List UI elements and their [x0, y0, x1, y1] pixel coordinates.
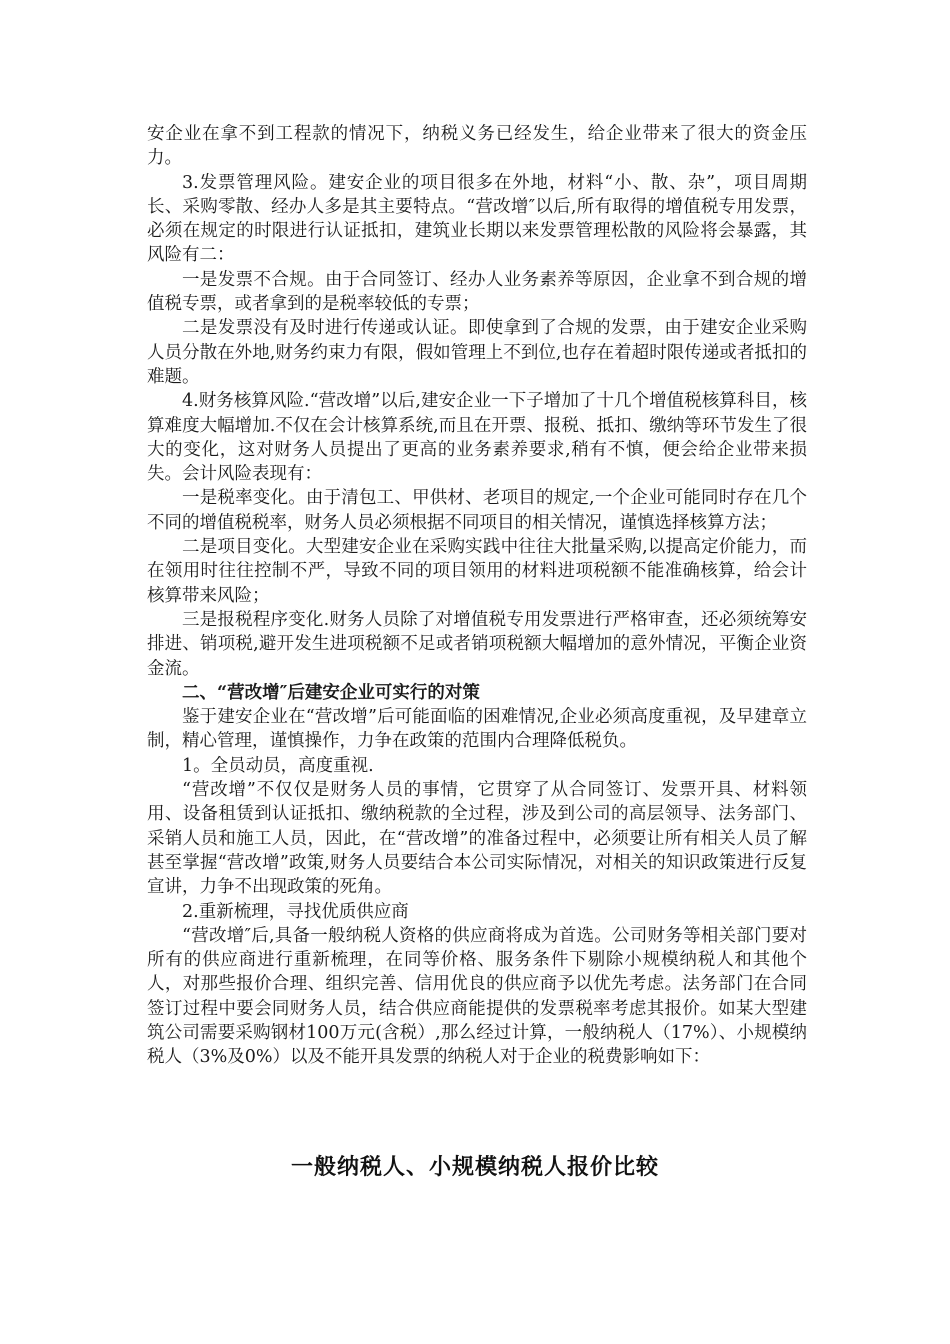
paragraph-countermeasures-intro: 鉴于建安企业在“营改增”后可能面临的困难情况,企业必须高度重视，及早建章立制，精心管理，谨慎操作，力争在政策的范围内合理降低税负。 [147, 707, 807, 752]
paragraph-mobilization-title: 1。全员动员，高度重视. [182, 755, 374, 776]
paragraph-supplier-body: “营改增″后,具备一般纳税人资格的供应商将成为首选。公司财务等相关部门要对所有的供应商进行重新梳理，在同等价格、服务条件下剔除小规模纳税人和其他个人，对那些报价合理、组织完善、信用优良的供应商予以优先考虑。法务部门在合同签订过程中要会同财务人员，结合供应商能提供的发票税率考虑其报价。如某大型建筑公司需要采购钢材100万元(含税）,那么经过计算，一般纳税人（17%）、小规模纳税人（3%及0%）以及不能开具发票的纳税人对于企业的税费影响如下： [147, 925, 807, 1068]
table-title: 一般纳税人、小规模纳税人报价比较 [290, 1155, 659, 1180]
paragraph-accounting-risk-3: 三是报税程序变化.财务人员除了对增值税专用发票进行严格审查，还必须统筹安排进、销项税,避开发生进项税额不足或者销项税额大幅增加的意外情况，平衡企业资金流。 [147, 609, 807, 679]
paragraph-invoice-risk-1: 一是发票不合规。由于合同签订、经办人业务素养等原因，企业拿不到合规的增值税专票，或者拿到的是税率较低的专票； [147, 269, 807, 315]
paragraph-accounting-risk: 4.财务核算风险.“营改增”以后,建安企业一下子增加了十几个增值税核算科目，核算难度大幅增加.不仅在会计核算系统,而且在开票、报税、抵扣、缴纳等环节发生了很大的变化，这对财务人员提出了更高的业务素养要求,稍有不慎，便会给企业带来损失。会计风险表现有： [147, 391, 807, 485]
paragraph-mobilization-body: “营改增”不仅仅是财务人员的事情，它贯穿了从合同签订、发票开具、材料领用、设备租赁到认证抵扣、缴纳税款的全过程，涉及到公司的高层领导、法务部门、采销人员和施工人员，因此，在“营改增”的准备过程中，必须要让所有相关人员了解甚至掌握“营改增”政策,财务人员要结合本公司实际情况，对相关的知识政策进行反复宣讲，力争不出现政策的死角。 [147, 780, 807, 898]
paragraph-invoice-risk-2: 二是发票没有及时进行传递或认证。即使拿到了合规的发票，由于建安企业采购人员分散在外地,财务约束力有限，假如管理上不到位,也存在着超时限传递或者抵扣的难题。 [147, 318, 807, 387]
document-body [147, 122, 807, 1070]
paragraph-invoice-risk: 3.发票管理风险。建安企业的项目很多在外地，材料“小、散、杂”，项目周期长、采购零散、经办人多是其主要特点。“营改增″以后,所有取得的增值税专用发票，必须在规定的时限进行认证抵扣，建筑业长期以来发票管理松散的风险将会暴露，其风险有二： [147, 172, 807, 266]
section-heading-countermeasures: 二、“营改增″后建安企业可实行的对策 [182, 682, 480, 703]
paragraph-supplier-title: 2.重新梳理，寻找优质供应商 [182, 901, 409, 922]
paragraph-accounting-risk-1: 一是税率变化。由于清包工、甲供材、老项目的规定,一个企业可能同时存在几个不同的增值税税率，财务人员必须根据不同项目的相关情况，谨慎选择核算方法； [147, 488, 807, 533]
paragraph-1: 安企业在拿不到工程款的情况下，纳税义务已经发生，给企业带来了很大的资金压力。 [147, 124, 807, 169]
paragraph-accounting-risk-2: 二是项目变化。大型建安企业在采购实践中往往大批量采购,以提高定价能力，而在领用时往往控制不严，导致不同的项目领用的材料进项税额不能准确核算，给会计核算带来风险； [147, 537, 807, 606]
